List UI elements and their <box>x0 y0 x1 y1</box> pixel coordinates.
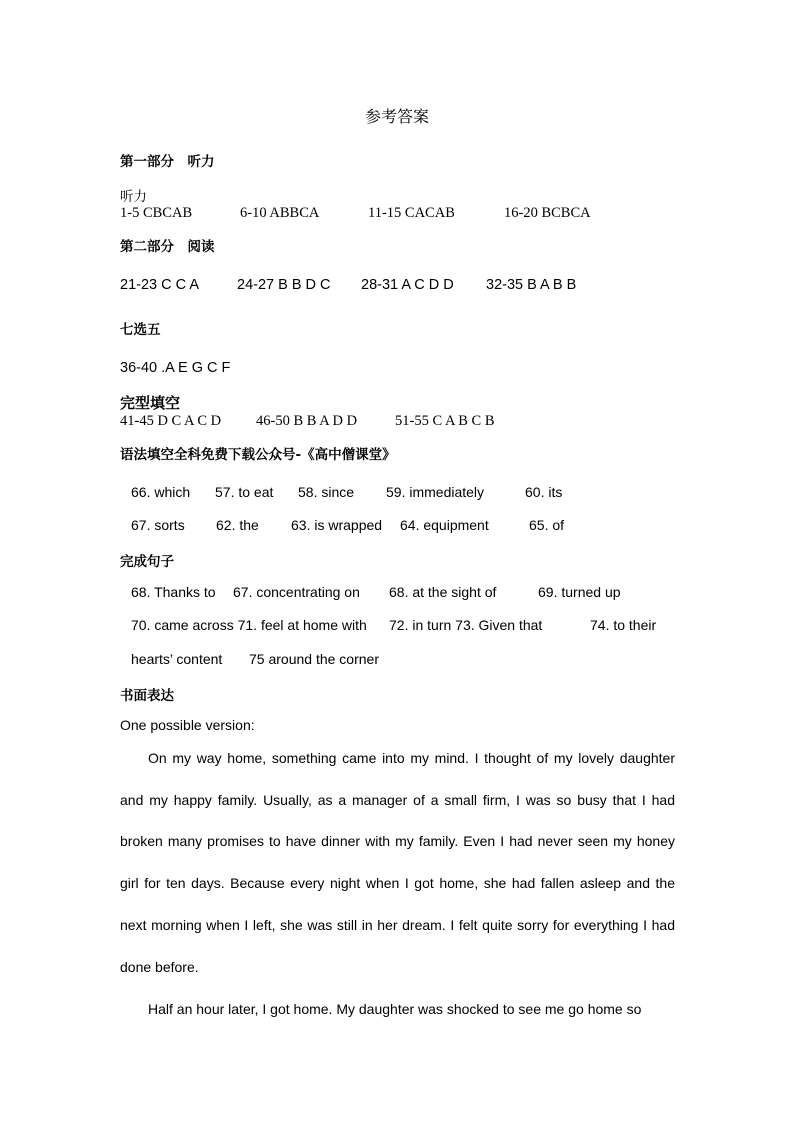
writing-heading: 书面表达 <box>120 688 174 704</box>
reading-answer-1: 21-23 C C A <box>120 277 199 293</box>
grammar-answer-59: 59. immediately <box>386 484 485 500</box>
sentence-answer-74-cont: hearts’ content <box>131 651 223 667</box>
sentence-answer-69: 69. turned up <box>538 584 621 600</box>
listening-answer-1: 1-5 CBCAB <box>120 205 193 221</box>
grammar-answer-63: 63. is wrapped <box>291 517 383 533</box>
sentence-answer-72-73: 72. in turn 73. Given that <box>389 617 543 633</box>
page-title: 参考答案 <box>364 109 429 126</box>
grammar-answer-60: 60. its <box>525 484 563 500</box>
listening-answer-3: 11-15 CACAB <box>368 205 455 221</box>
cloze-heading: 完型填空 <box>120 394 181 412</box>
grammar-answer-64: 64. equipment <box>400 517 489 533</box>
writing-paragraph-1: On my way home, something came into my mind. I thought of my lovely daughter and my happy family. Usually, as a manager of a small firm, I was so busy that I had broken many promises to have dinner with my family. Even I had never seen my honey girl for ten days. Because every night when I got home, she had fallen asleep and the next morning when I left, she was still in her dream. I felt quite sorry for everything I had done before. <box>120 750 675 975</box>
sentence-answer-74: 74. to their <box>590 617 657 633</box>
writing-paragraph-2: Half an hour later, I got home. My daughter was shocked to see me go home so <box>148 1001 642 1017</box>
part1-heading: 第一部分 听力 <box>120 154 215 170</box>
cloze-answer-1: 41-45 D C A C D <box>120 413 222 429</box>
part2-heading: 第二部分 阅读 <box>120 239 215 255</box>
cloze-answer-2: 46-50 B B A D D <box>256 413 358 429</box>
sentences-heading: 完成句子 <box>120 554 174 570</box>
reading-answer-3: 28-31 A C D D <box>361 277 454 293</box>
grammar-answer-57: 57. to eat <box>215 484 274 500</box>
grammar-answer-67: 67. sorts <box>131 517 185 533</box>
grammar-answer-62: 62. the <box>216 517 259 533</box>
sentence-answer-67: 67. concentrating on <box>233 584 360 600</box>
sentence-answer-75: 75 around the corner <box>249 651 379 667</box>
writing-intro: One possible version: <box>120 717 255 733</box>
listening-subheading: 听力 <box>120 189 147 205</box>
sentence-answer-68a: 68. Thanks to <box>131 584 216 600</box>
sentence-answer-68b: 68. at the sight of <box>389 584 497 600</box>
reading-answer-2: 24-27 B B D C <box>237 277 331 293</box>
grammar-answer-65: 65. of <box>529 517 565 533</box>
sentence-answer-70-71: 70. came across 71. feel at home with <box>131 617 367 633</box>
grammar-answer-66: 66. which <box>131 484 191 500</box>
listening-answer-4: 16-20 BCBCA <box>504 205 591 221</box>
listening-answer-2: 6-10 ABBCA <box>240 205 320 221</box>
seven-five-heading: 七选五 <box>120 322 161 338</box>
reading-answer-4: 32-35 B A B B <box>486 277 577 293</box>
grammar-answer-58: 58. since <box>298 484 355 500</box>
seven-five-answer: 36-40 .A E G C F <box>120 360 231 376</box>
grammar-heading: 语法填空全科免费下载公众号-《高中僧课堂》 <box>120 447 396 463</box>
cloze-answer-3: 51-55 C A B C B <box>395 413 495 429</box>
